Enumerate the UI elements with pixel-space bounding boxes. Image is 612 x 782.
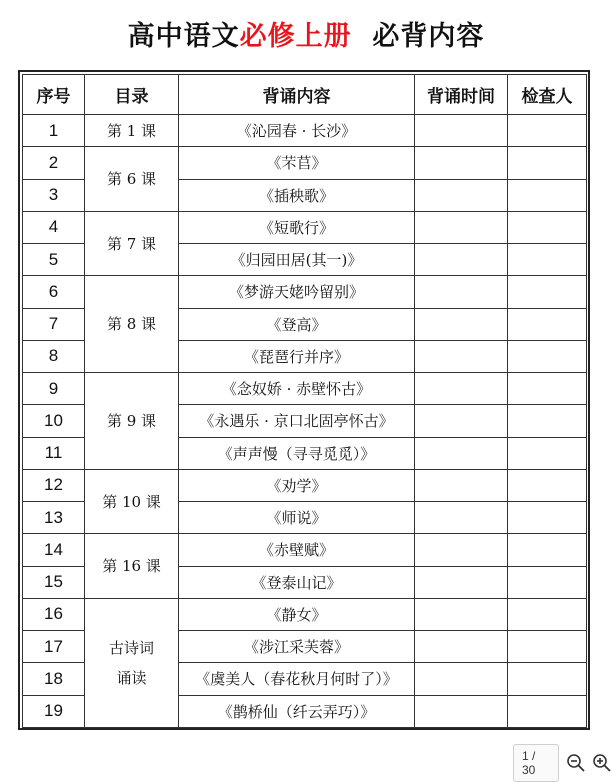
checker-cell[interactable] bbox=[508, 469, 587, 501]
table-row bbox=[23, 534, 587, 566]
recitation-time-cell[interactable] bbox=[415, 534, 508, 566]
catalog-line: 第 6 课 bbox=[106, 170, 157, 188]
catalog-cell bbox=[85, 211, 179, 276]
zoom-out-icon[interactable] bbox=[565, 752, 586, 774]
catalog-line: 古诗词 bbox=[108, 638, 154, 657]
title-part-3: 必背内容 bbox=[372, 21, 485, 52]
recitation-content-cell: 《鹊桥仙（纤云弄巧）》 bbox=[179, 695, 415, 727]
recitation-content-cell: 《劝学》 bbox=[179, 469, 415, 501]
recitation-content-cell: 《登高》 bbox=[179, 308, 415, 340]
header-content: 背诵内容 bbox=[179, 75, 415, 115]
recitation-content-cell: 《沁园春 · 长沙》 bbox=[179, 115, 415, 147]
checker-cell[interactable] bbox=[508, 631, 587, 663]
catalog-line: 第 16 课 bbox=[102, 557, 161, 575]
catalog-cell bbox=[85, 115, 179, 147]
page-title bbox=[0, 14, 612, 53]
recitation-time-cell[interactable] bbox=[415, 502, 508, 534]
recitation-time-cell[interactable] bbox=[415, 308, 508, 340]
header-time: 背诵时间 bbox=[415, 75, 508, 115]
catalog-cell bbox=[85, 147, 179, 212]
catalog-line: 第 8 课 bbox=[106, 315, 157, 334]
row-number: 2 bbox=[23, 147, 85, 179]
row-number: 12 bbox=[23, 469, 85, 501]
recitation-time-cell[interactable] bbox=[415, 598, 508, 630]
recitation-content-cell: 《短歌行》 bbox=[179, 211, 415, 243]
recitation-content-cell: 《念奴娇 · 赤壁怀古》 bbox=[179, 373, 415, 405]
recitation-content-cell: 《梦游天姥吟留别》 bbox=[179, 276, 415, 308]
recitation-content-cell: 《虞美人（春花秋月何时了）》 bbox=[179, 663, 415, 695]
checker-cell[interactable] bbox=[508, 502, 587, 534]
table-body bbox=[23, 115, 587, 728]
row-number: 14 bbox=[23, 534, 85, 566]
row-number: 5 bbox=[23, 244, 85, 276]
checker-cell[interactable] bbox=[508, 179, 587, 211]
checker-cell[interactable] bbox=[508, 147, 587, 179]
table-row bbox=[23, 276, 587, 308]
recitation-time-cell[interactable] bbox=[415, 244, 508, 276]
row-number: 4 bbox=[23, 211, 85, 243]
catalog-cell bbox=[85, 276, 179, 373]
catalog-line: 诵读 bbox=[116, 668, 147, 687]
recitation-time-cell[interactable] bbox=[415, 147, 508, 179]
title-part-2: 必修上册 bbox=[239, 21, 352, 52]
recitation-time-cell[interactable] bbox=[415, 179, 508, 211]
recitation-time-cell[interactable] bbox=[415, 340, 508, 372]
row-number: 10 bbox=[23, 405, 85, 437]
recitation-time-cell[interactable] bbox=[415, 405, 508, 437]
catalog-cell bbox=[85, 534, 179, 599]
catalog-line: 第 1 课 bbox=[106, 121, 157, 140]
row-number: 7 bbox=[23, 308, 85, 340]
checker-cell[interactable] bbox=[508, 373, 587, 405]
catalog-cell bbox=[85, 469, 179, 534]
checker-cell[interactable] bbox=[508, 566, 587, 598]
checker-cell[interactable] bbox=[508, 598, 587, 630]
catalog-line: 第 7 课 bbox=[106, 234, 157, 253]
row-number: 3 bbox=[23, 179, 85, 211]
checker-cell[interactable] bbox=[508, 437, 587, 469]
recitation-content-cell: 《归园田居(其一)》 bbox=[179, 244, 415, 276]
row-number: 1 bbox=[23, 115, 85, 147]
recitation-time-cell[interactable] bbox=[415, 469, 508, 501]
catalog-cell bbox=[85, 373, 179, 470]
table-row bbox=[23, 598, 587, 630]
table-row bbox=[23, 373, 587, 405]
recitation-content-cell: 《静女》 bbox=[179, 598, 415, 630]
checker-cell[interactable] bbox=[508, 663, 587, 695]
table-row bbox=[23, 115, 587, 147]
page-indicator[interactable]: 1 / 30 bbox=[513, 744, 559, 782]
checker-cell[interactable] bbox=[508, 405, 587, 437]
catalog-line: 第 10 课 bbox=[102, 492, 161, 511]
recitation-time-cell[interactable] bbox=[415, 695, 508, 727]
checker-cell[interactable] bbox=[508, 534, 587, 566]
checker-cell[interactable] bbox=[508, 695, 587, 727]
catalog-line: 第 9 课 bbox=[106, 411, 157, 430]
row-number: 18 bbox=[23, 663, 85, 695]
recitation-time-cell[interactable] bbox=[415, 631, 508, 663]
recitation-time-cell[interactable] bbox=[415, 566, 508, 598]
recitation-time-cell[interactable] bbox=[415, 276, 508, 308]
row-number: 6 bbox=[23, 276, 85, 308]
recitation-time-cell[interactable] bbox=[415, 115, 508, 147]
checker-cell[interactable] bbox=[508, 211, 587, 243]
recitation-content-cell: 《声声慢（寻寻觅觅）》 bbox=[179, 437, 415, 469]
recitation-content-cell: 《赤壁赋》 bbox=[179, 534, 415, 566]
checker-cell[interactable] bbox=[508, 115, 587, 147]
table-row bbox=[23, 469, 587, 501]
table-header-row bbox=[23, 75, 587, 115]
row-number: 15 bbox=[23, 566, 85, 598]
checker-cell[interactable] bbox=[508, 308, 587, 340]
recitation-content-cell: 《芣苢》 bbox=[179, 147, 415, 179]
recitation-content-cell: 《插秧歌》 bbox=[179, 179, 415, 211]
row-number: 13 bbox=[23, 502, 85, 534]
viewer-controls bbox=[513, 748, 612, 778]
checker-cell[interactable] bbox=[508, 276, 587, 308]
table-row bbox=[23, 211, 587, 243]
recitation-content-cell: 《琵琶行并序》 bbox=[179, 340, 415, 372]
checker-cell[interactable] bbox=[508, 340, 587, 372]
header-catalog: 目录 bbox=[85, 75, 179, 115]
recitation-table bbox=[22, 74, 587, 728]
row-number: 17 bbox=[23, 631, 85, 663]
row-number: 16 bbox=[23, 598, 85, 630]
recitation-time-cell[interactable] bbox=[415, 373, 508, 405]
header-checker: 检查人 bbox=[508, 75, 587, 115]
title-part-1: 高中语文 bbox=[127, 21, 240, 52]
catalog-cell bbox=[85, 598, 179, 727]
row-number: 11 bbox=[23, 437, 85, 469]
row-number: 19 bbox=[23, 695, 85, 727]
recitation-time-cell[interactable] bbox=[415, 663, 508, 695]
checker-cell[interactable] bbox=[508, 244, 587, 276]
header-index: 序号 bbox=[23, 75, 85, 115]
row-number: 8 bbox=[23, 340, 85, 372]
recitation-content-cell: 《涉江采芙蓉》 bbox=[179, 631, 415, 663]
recitation-content-cell: 《永遇乐 · 京口北固亭怀古》 bbox=[179, 405, 415, 437]
recitation-content-cell: 《登泰山记》 bbox=[179, 566, 415, 598]
zoom-in-icon[interactable] bbox=[591, 752, 612, 774]
table-row bbox=[23, 147, 587, 179]
recitation-content-cell: 《师说》 bbox=[179, 502, 415, 534]
recitation-time-cell[interactable] bbox=[415, 211, 508, 243]
title-gap bbox=[352, 21, 373, 52]
row-number: 9 bbox=[23, 373, 85, 405]
recitation-time-cell[interactable] bbox=[415, 437, 508, 469]
